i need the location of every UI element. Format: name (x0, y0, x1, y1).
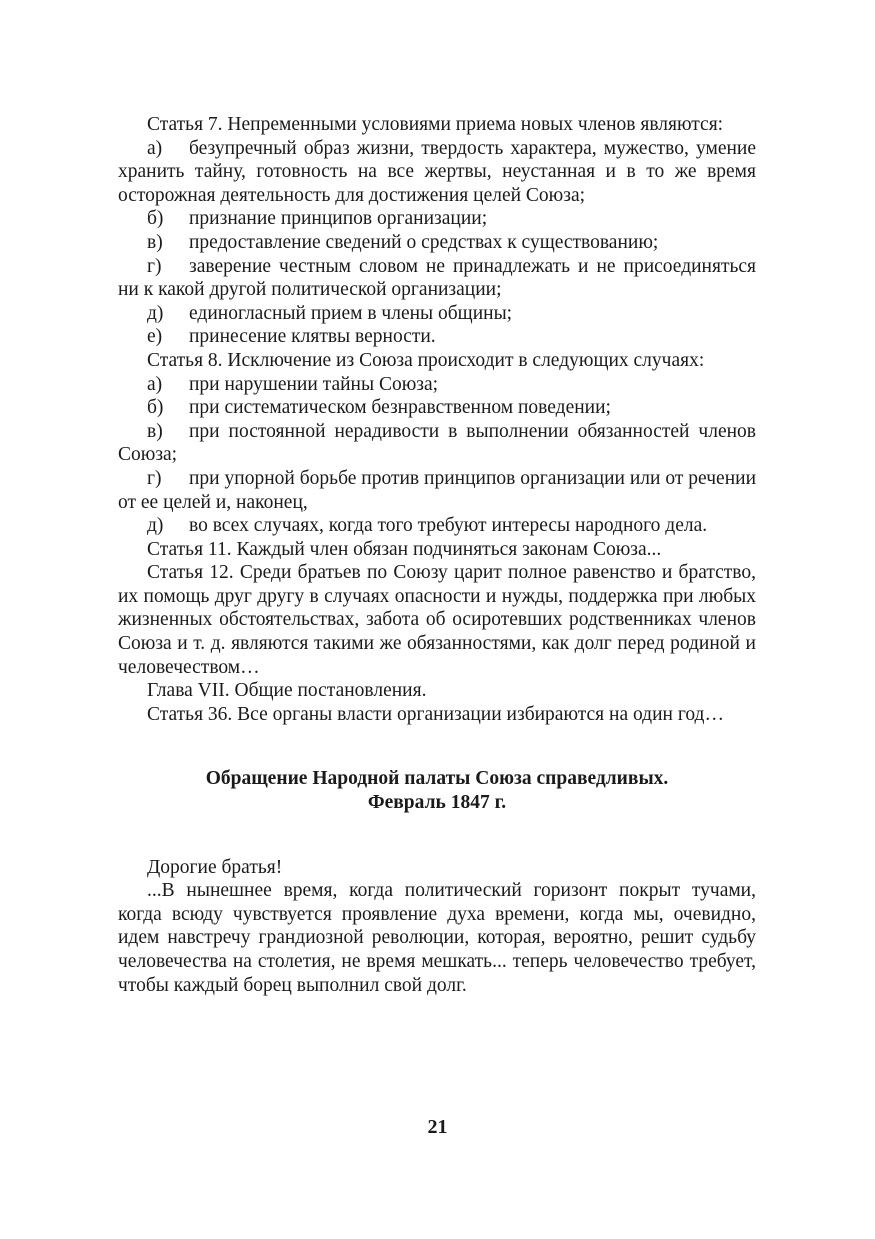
article-7-item-c (118, 231, 756, 255)
article-11: Статья 11. Каждый член обязан подчиняться законам Союза... (147, 538, 662, 560)
item-marker: в) (147, 420, 163, 442)
article-7-intro: Статья 7. Непременными условиями приема новых членов являются: (147, 114, 724, 135)
document-body (118, 113, 756, 997)
item-text: при систематическом безнравственном поведении; (189, 397, 611, 419)
article-8-item-b (118, 396, 756, 420)
item-marker: в) (147, 231, 163, 253)
article-36: Статья 36. Все органы власти организации избираются на один год… (147, 703, 724, 725)
item-text: при нарушении тайны Союза; (189, 373, 439, 395)
article-7-item-d (118, 255, 756, 302)
item-text: во всех случаях, когда того требуют интересы народного дела. (189, 515, 708, 537)
greeting: Дорогие братья! (147, 856, 283, 878)
article-8-intro: Статья 8. Исключение из Союза происходит в следующих случаях: (147, 349, 705, 371)
article-12: Статья 12. Среди братьев по Союзу царит полное равенство и братство, их помощь друг другу в случаях опасности и нужды, поддержка при любых жизненных обстоятельствах, забота об осиротевших родственниках членов Союза и т. д. являются такими же обязанностями, как долг перед родиной и человечеством… (118, 562, 756, 678)
item-text: единогласный прием в члены общины; (189, 302, 513, 324)
item-text: принесение клятвы верности. (189, 326, 436, 348)
section-heading (118, 767, 756, 814)
item-marker: а) (147, 373, 163, 395)
item-text: при постоянной нерадивости в выполнении обязанностей членов Союза; (118, 420, 756, 466)
article-8-item-c (118, 420, 756, 467)
item-text: предоставление сведений о средствах к существованию; (189, 231, 659, 253)
item-marker: д) (147, 515, 164, 537)
article-8-item-a (118, 373, 756, 397)
item-text: при упорной борьбе против принципов организации или от речении от ее целей и, наконец, (118, 467, 756, 513)
article-8-item-e (118, 514, 756, 538)
item-marker: б) (147, 397, 164, 419)
section-heading-date: Февраль 1847 г. (367, 792, 507, 814)
item-marker: г) (147, 467, 162, 489)
item-marker: а) (147, 137, 163, 159)
page-number: 21 (427, 1116, 448, 1138)
appeal-paragraph: ...В нынешнее время, когда политический горизонт покрыт тучами, когда всюду чувствуется проявление духа времени, когда мы, очевидно, идем навстречу грандиозной революции, которая, вероятно, решит судьбу человечества на столетия, не время мешкать... теперь человечество требует, чтобы каждый борец выполнил свой долг. (118, 880, 756, 996)
item-marker: г) (147, 255, 162, 277)
item-marker: е) (147, 326, 163, 348)
section-heading-title: Обращение Народной палаты Союза справедливых. (205, 768, 669, 790)
chapter-7-title: Глава VII. Общие постановления. (147, 680, 427, 702)
article-7-item-e (118, 302, 756, 326)
item-text: признание принципов организации; (189, 208, 488, 230)
item-marker: д) (147, 302, 164, 324)
item-text: безупречный образ жизни, твердость характера, мужество, умение хранить тайну, готовность на все жертвы, неустанная и в то же время осторожная деятельность для достижения целей Союза; (118, 137, 756, 206)
article-8-item-d (118, 467, 756, 514)
item-marker: б) (147, 208, 164, 230)
article-7-item-a (118, 137, 756, 208)
article-7-item-b (118, 207, 756, 231)
article-7-item-f (118, 325, 756, 349)
item-text: заверение честным словом не принадлежать и не присоединяться ни к какой другой политической организации; (118, 255, 756, 301)
